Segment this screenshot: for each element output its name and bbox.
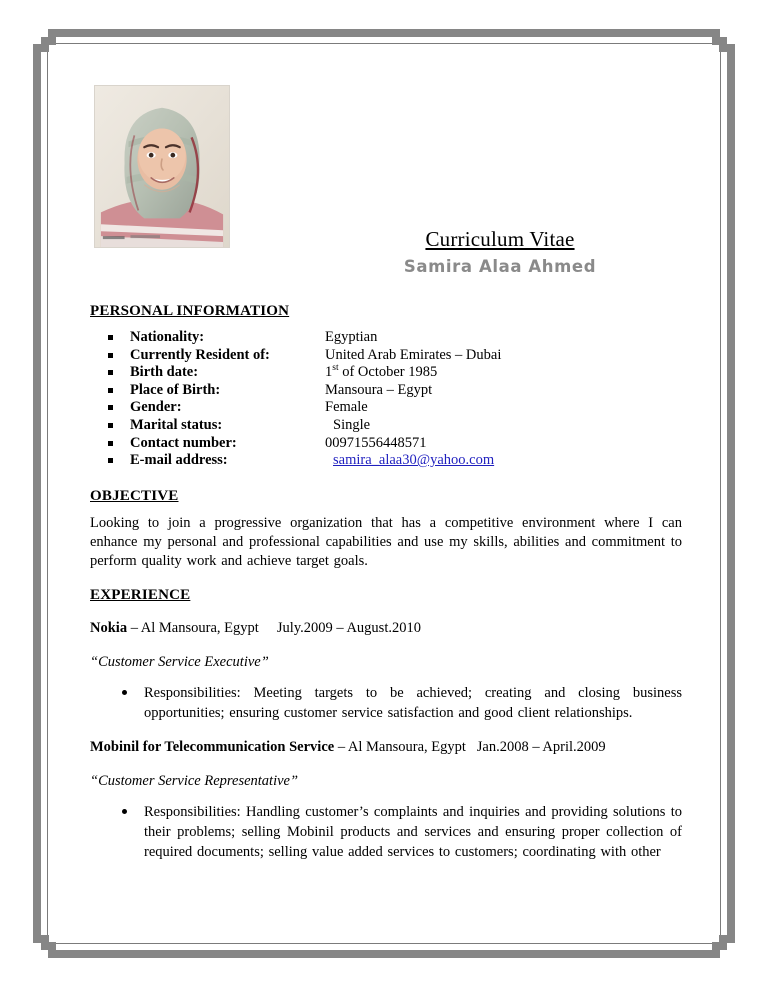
frame-accent-top-right-vertical [719, 37, 727, 52]
section-heading-objective: OBJECTIVE [90, 487, 179, 504]
info-label: Gender: [130, 399, 182, 416]
square-bullet-icon [108, 441, 113, 446]
info-value: Single [333, 416, 371, 433]
section-heading-experience: EXPERIENCE [90, 586, 191, 603]
birth-day-number: 1 [325, 364, 333, 381]
cv-header [90, 85, 682, 285]
list-item [106, 364, 682, 382]
round-bullet-icon [122, 690, 127, 695]
info-value: Egyptian [325, 329, 378, 345]
info-value: 00971556448571 [325, 434, 427, 451]
applicant-name: Samira Alaa Ahmed [403, 257, 597, 277]
info-label: Contact number: [130, 434, 237, 451]
square-bullet-icon [108, 353, 113, 358]
frame-accent-bottom-left-vertical [41, 935, 49, 950]
info-label: Currently Resident of: [130, 346, 270, 363]
birth-date-rest: of October 1985 [338, 364, 438, 381]
list-item [106, 399, 682, 417]
square-bullet-icon [108, 405, 113, 410]
square-bullet-icon [108, 458, 113, 463]
info-value: United Arab Emirates – Dubai [325, 346, 502, 363]
info-label: Birth date: [130, 364, 199, 381]
responsibilities-list [90, 802, 682, 862]
info-label: Nationality: [130, 329, 205, 345]
page-title: Curriculum Vitae [425, 227, 575, 251]
employer-location: – Al Mansoura, Egypt [334, 738, 466, 755]
list-item [90, 802, 682, 862]
square-bullet-icon [108, 370, 113, 375]
info-label: E-mail address: [130, 452, 228, 469]
experience-entry-header [90, 619, 682, 638]
employer-name: Mobinil for Telecommunication Service [90, 738, 335, 755]
employer-location: – Al Mansoura, Egypt [127, 619, 259, 636]
list-item [106, 417, 682, 435]
job-title: “Customer Service Executive” [90, 653, 269, 670]
objective-text: Looking to join a progressive organization that has a competitive environment where I can enhance my personal and professional capabilities and use my skills, abilities and commitment to perform quality work and achieve target goals. [90, 514, 682, 569]
list-item [106, 435, 682, 453]
list-item [106, 382, 682, 400]
personal-information-list [106, 329, 682, 470]
section-heading-personal-information: PERSONAL INFORMATION [90, 303, 290, 319]
birth-day-ordinal-suffix: st [332, 363, 339, 374]
job-title: “Customer Service Representative” [90, 772, 299, 789]
square-bullet-icon [108, 423, 113, 428]
applicant-photo [94, 85, 230, 248]
list-item [90, 683, 682, 723]
info-value [325, 364, 437, 382]
list-item [106, 329, 682, 347]
title-block [320, 227, 680, 277]
info-value: Mansoura – Egypt [325, 381, 433, 398]
info-label: Marital status: [130, 416, 223, 433]
info-label: Place of Birth: [130, 381, 221, 398]
list-item [106, 347, 682, 365]
employment-dates: Jan.2008 – April.2009 [476, 738, 606, 755]
email-link[interactable]: samira_alaa30@yahoo.com [333, 452, 495, 469]
round-bullet-icon [122, 809, 127, 814]
document-content [90, 85, 682, 895]
info-value: Female [325, 399, 368, 416]
responsibilities-list [90, 683, 682, 723]
responsibility-text: Responsibilities: Handling customer’s complaints and inquiries and providing solutions to their problems; selling Mobinil products and services and ensuring proper collection of required documents; selling value added services to customers; coordinating with other [144, 803, 682, 860]
experience-entry-header [90, 738, 682, 757]
responsibility-text: Responsibilities: Meeting targets to be achieved; creating and closing business opportunities; ensuring customer service satisfaction and good client relationships. [144, 684, 682, 721]
square-bullet-icon [108, 388, 113, 393]
employer-name: Nokia [90, 619, 128, 636]
list-item [106, 452, 682, 470]
employment-dates: July.2009 – August.2010 [276, 619, 421, 636]
frame-accent-top-left-vertical [41, 37, 49, 52]
info-value [325, 452, 494, 470]
frame-accent-bottom-right-vertical [719, 935, 727, 950]
square-bullet-icon [108, 335, 113, 340]
